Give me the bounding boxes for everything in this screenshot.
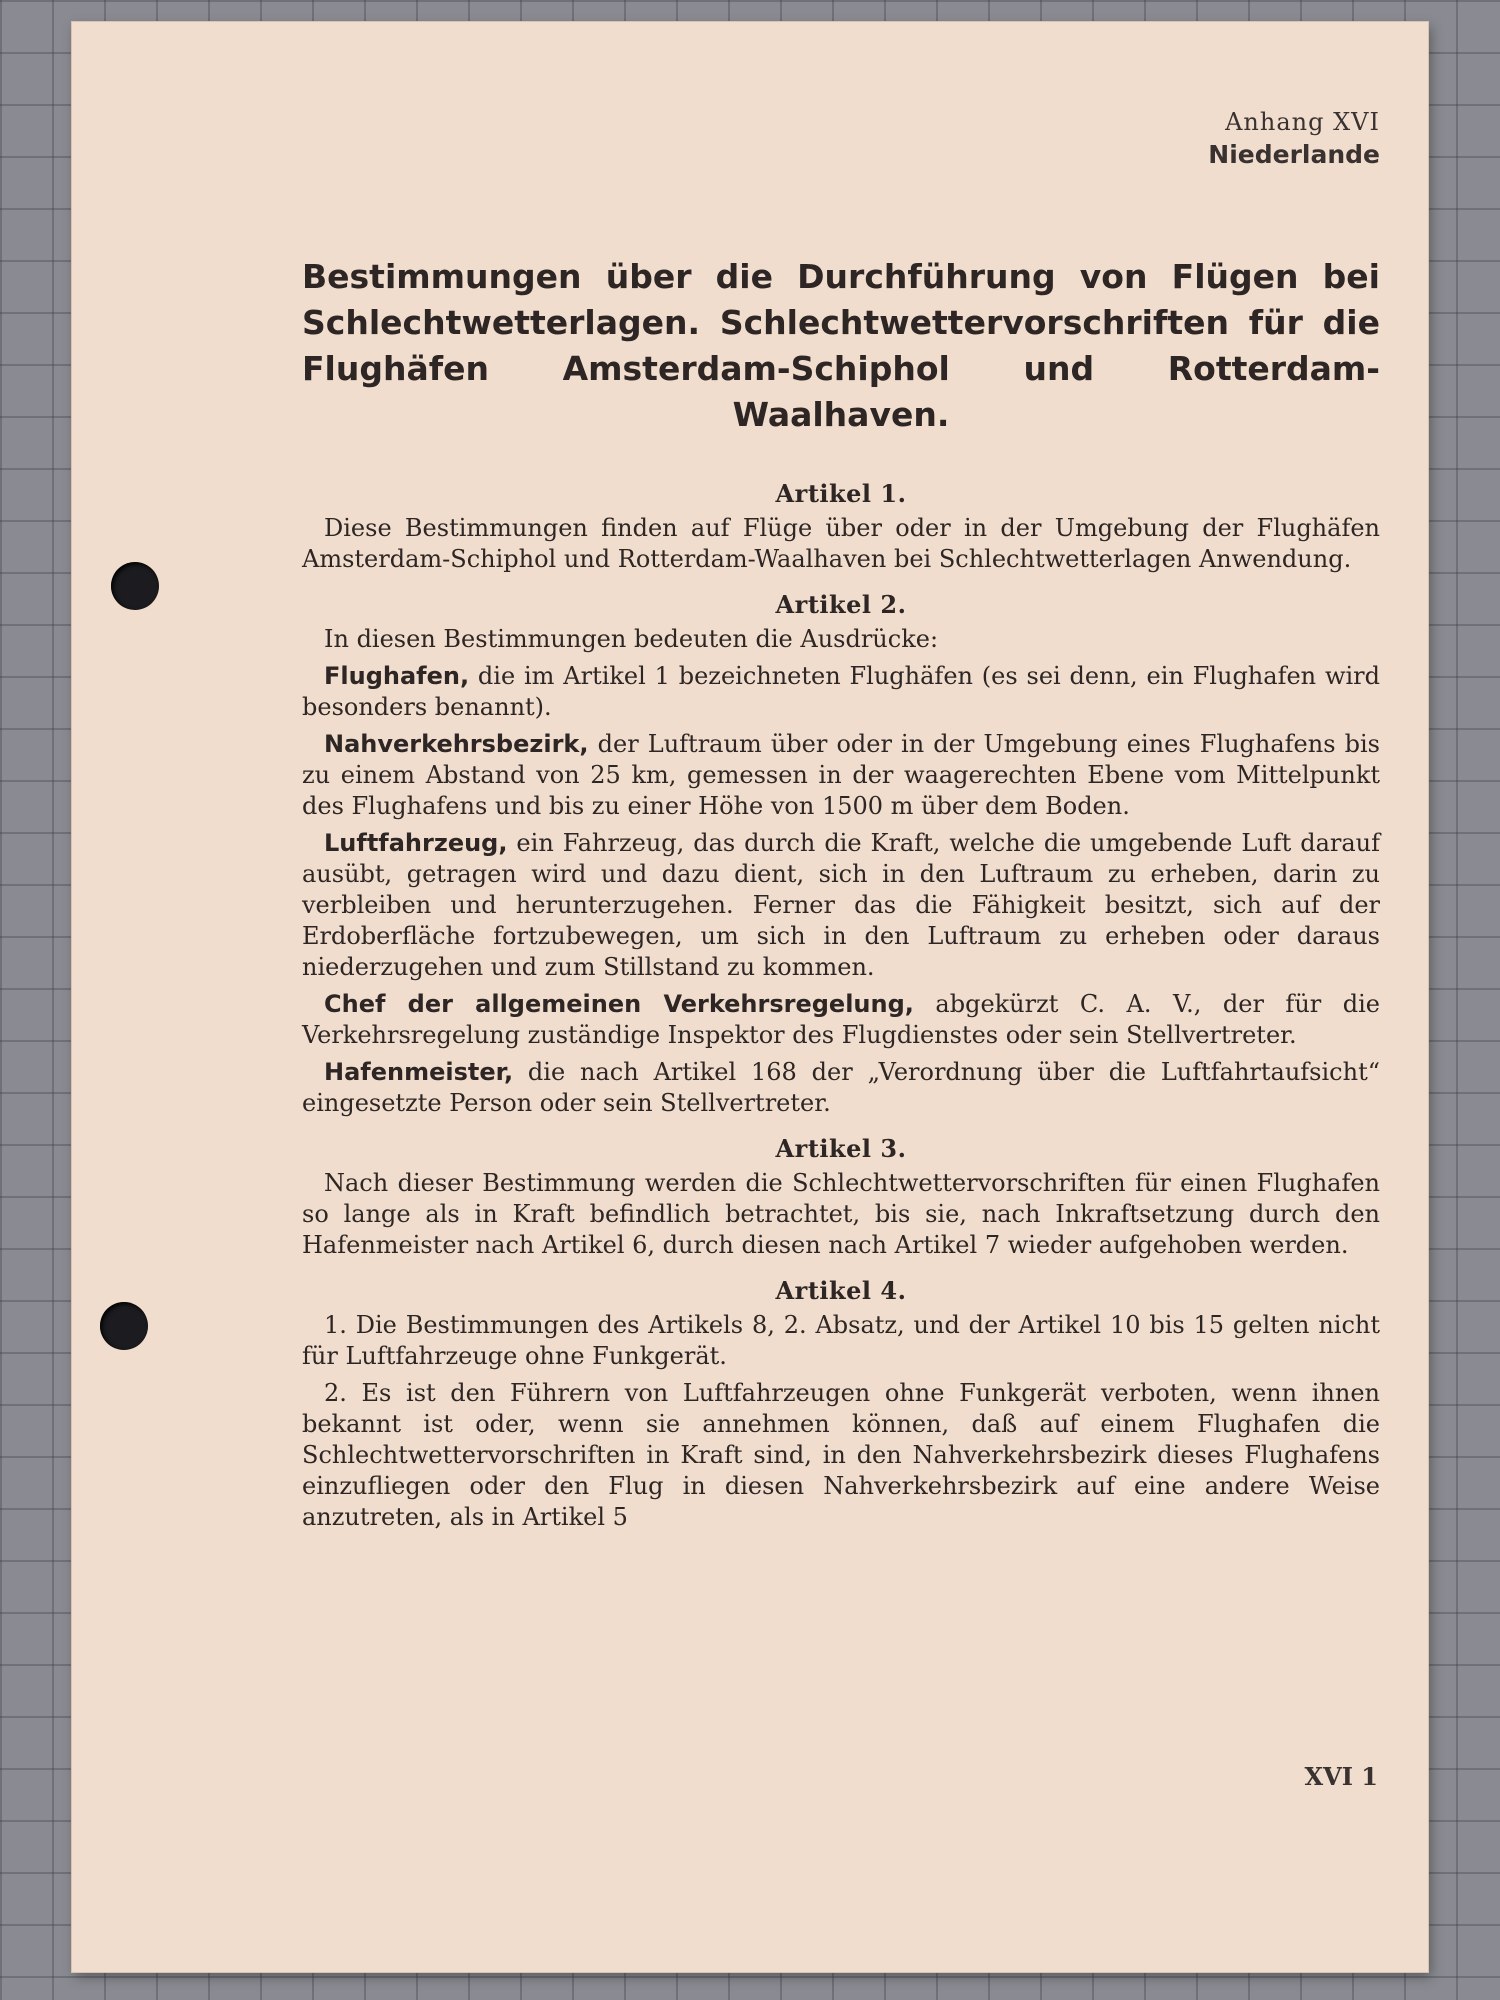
definition-text: die nach Artikel 168 der „Verordnung über die Luftfahrtaufsicht“ eingesetzte Person oder sein Stellvertreter.	[302, 1058, 1380, 1117]
article-2-intro: In diesen Bestimmungen bedeuten die Ausdrücke:	[324, 625, 939, 653]
document-title: Bestimmungen über die Durchführung von Flügen bei Schlechtwetterlagen. Schlechtwettervorschriften für die Flughäfen Amsterdam-Schiphol und Rotterdam-Waalhaven.	[302, 257, 1380, 434]
definition-term: Hafenmeister,	[324, 1058, 514, 1086]
punch-hole-top	[111, 562, 159, 610]
annex-header	[1208, 108, 1380, 169]
definition-luftfahrzeug	[302, 828, 1380, 983]
definition-chef-verkehrsregelung	[302, 989, 1380, 1051]
definition-term: Flughafen,	[324, 662, 470, 690]
document-body	[302, 464, 1380, 1539]
article-4-heading: Artikel 4.	[775, 1276, 907, 1305]
article-3-text: Nach dieser Bestimmung werden die Schlechtwettervorschriften für einen Flughafen so lange als in Kraft befindlich betrachtet, bis sie, nach Inkraftsetzung durch den Hafenmeister nach Artikel 6, durch diesen nach Artikel 7 wieder aufgehoben werden.	[302, 1169, 1380, 1259]
definition-term: Chef der allgemeinen Verkehrsregelung,	[324, 990, 914, 1018]
punch-hole-bottom	[100, 1302, 148, 1350]
definition-text: ein Fahrzeug, das durch die Kraft, welche die umgebende Luft darauf ausübt, getragen wird und dazu dient, sich in den Luftraum zu erheben, darin zu verbleiben und herunterzugehen. Ferner das die Fähigkeit besitzt, sich auf der Erdoberfläche fortzubewegen, um sich in den Luftraum zu erheben oder daraus niederzugehen und zum Stillstand zu kommen.	[302, 829, 1380, 981]
annex-country: Niederlande	[1208, 140, 1380, 169]
definition-text: der Luftraum über oder in der Umgebung eines Flughafens bis zu einem Abstand von 25 km, gemessen in der waagerechten Ebene vom Mittelpunkt des Flughafens und bis zu einer Höhe von 1500 m über dem Boden.	[302, 730, 1380, 820]
definition-nahverkehrsbezirk	[302, 729, 1380, 822]
definition-text: abgekürzt C. A. V., der für die Verkehrsregelung zuständige Inspektor des Flugdienstes oder sein Stellvertreter.	[302, 990, 1380, 1049]
definition-term: Nahverkehrsbezirk,	[324, 730, 589, 758]
document-page	[72, 22, 1428, 1972]
article-1-text: Diese Bestimmungen finden auf Flüge über oder in der Umgebung der Flughäfen Amsterdam-Schiphol und Rotterdam-Waalhaven bei Schlechtwetterlagen Anwendung.	[302, 514, 1380, 573]
article-4-paragraph-1: 1. Die Bestimmungen des Artikels 8, 2. Absatz, und der Artikel 10 bis 15 gelten nicht für Luftfahrzeuge ohne Funkgerät.	[302, 1311, 1380, 1370]
definition-hafenmeister	[302, 1057, 1380, 1119]
article-1-heading: Artikel 1.	[775, 479, 907, 508]
definition-text: die im Artikel 1 bezeichneten Flughäfen (es sei denn, ein Flughafen wird besonders benannt).	[302, 662, 1380, 721]
article-4-paragraph-2: 2. Es ist den Führern von Luftfahrzeugen ohne Funkgerät verboten, wenn ihnen bekannt ist oder, wenn sie annehmen können, daß auf einem Flughafen die Schlechtwettervorschriften in Kraft sind, in den Nahverkehrsbezirk dieses Flughafens einzufliegen oder den Flug in diesen Nahverkehrsbezirk auf eine andere Weise anzutreten, als in Artikel 5	[302, 1379, 1380, 1531]
definition-flughafen	[302, 661, 1380, 723]
definition-term: Luftfahrzeug,	[324, 829, 508, 857]
annex-label: Anhang XVI	[1225, 108, 1380, 136]
article-2-heading: Artikel 2.	[775, 590, 907, 619]
article-3-heading: Artikel 3.	[775, 1134, 907, 1163]
page-number: XVI 1	[1304, 1762, 1378, 1791]
